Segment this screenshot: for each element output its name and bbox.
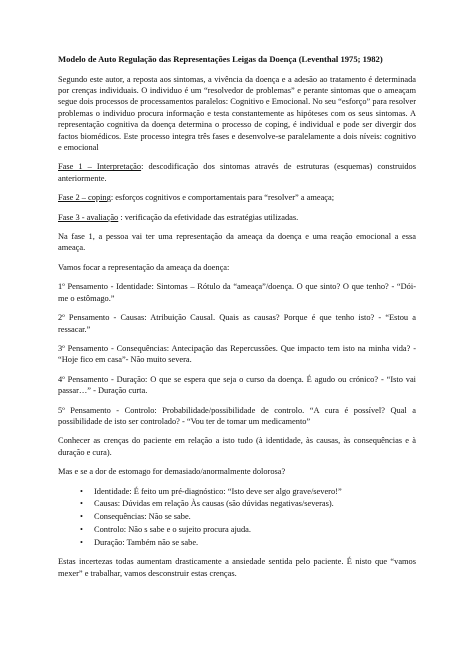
thought-5: 5º Pensamento - Controlo: Probabilidade/possibilidade de controlo. “A cura é possível? Qual a possibilidade de isto ser controlado? - “Vou ter de tomar um medicamento” (58, 405, 416, 426)
thoughts-intro: Vamos focar a representação da ameaça da doença: (58, 262, 230, 272)
thought-3: 3º Pensamento - Consequências: Antecipação das Repercussões. Que impacto tem isto na minha vida? - “Hoje fico em casa”- Não muito severa. (58, 343, 416, 365)
uncertainty-list (58, 486, 416, 549)
phase-3 (58, 212, 416, 223)
phase1-note: Na fase 1, a pessoa vai ter uma representação da ameaça da doença e uma reação emocional a essa ameaça. (58, 232, 416, 253)
thought-1: 1º Pensamento - Identidade: Sintomas – Rótulo da “ameaça”/doença. O que sinto? O que tenho? - “Dói-me o estômago.” (58, 282, 416, 303)
list-item: • Duração: Também não se sabe. (94, 537, 416, 548)
list-item: • Identidade: É feito um pré-diagnóstico: “Isto deve ser algo grave/severo!” (94, 486, 416, 497)
beliefs-paragraph: Conhecer as crenças do paciente em relação a isto tudo (à identidade, às causas, às consequências e à duração e cura). (58, 436, 416, 457)
list-item: • Controlo: Não s sabe e o sujeito procura ajuda. (94, 524, 416, 535)
question-paragraph: Mas e se a dor de estomago for demasiado/anormalmente dolorosa? (58, 467, 286, 477)
phase-2-label: Fase 2 – coping (58, 193, 111, 203)
thought-4: 4º Pensamento - Duração: O que se espera que seja o curso da doença. É agudo ou crónico? - “Isto vai passar…” - Duração curta. (58, 374, 416, 396)
phase-2-text: : esforços cognitivos e comportamentais para “resolver” a ameaça; (110, 193, 335, 203)
phase-3-text: : verificação da efetividade das estratégias utilizadas. (118, 212, 299, 222)
conclusion-paragraph: Estas incertezas todas aumentam drasticamente a ansiedade sentida pelo paciente. É nisto que “vamos mexer” e trabalhar, vamos desconstruir estas crenças. (58, 557, 416, 578)
thought-2: 2º Pensamento - Causas: Atribuição Causal. Quais as causas? Porque é que tenho isto? - “Estou a ressacar.” (58, 313, 416, 334)
phase-1 (58, 161, 416, 184)
list-item: • Causas: Dúvidas em relação Às causas (são dúvidas negativas/severas). (94, 498, 416, 509)
phase-3-label: Fase 3 - avaliação (58, 212, 119, 222)
intro-paragraph: Segundo este autor, a reposta aos sintomas, a vivência da doença e a adesão ao tratamento é determinada por crenças individuais. O individuo é um “resolvedor de problemas” e perante sintomas que o ameaçam segue dois processos de processamentos paralelos: Cognitivo e Emocional. No seu “esforço” para resolver problemas o individuo procura informação e testa constantemente as hipóteses com os seus sintomas. A representação cognitiva da doença determina o processo de coping, é individual e pode ser divergir dos factos biomédicos. Este processo integra três fases e desenvolve-se paralelamente a dois níveis: cognitivo e emocional (58, 74, 416, 153)
phase-2 (58, 192, 416, 203)
document-title: Modelo de Auto Regulação das Representações Leigas da Doença (Leventhal 1975; 1982) (58, 54, 383, 64)
phase-1-text: : descodificação dos sintomas através de estruturas (esquemas) construidos anteriormente. (58, 162, 416, 183)
list-item: • Consequências: Não se sabe. (94, 511, 416, 522)
phase-1-label: Fase 1 – Interpretação (58, 162, 142, 172)
